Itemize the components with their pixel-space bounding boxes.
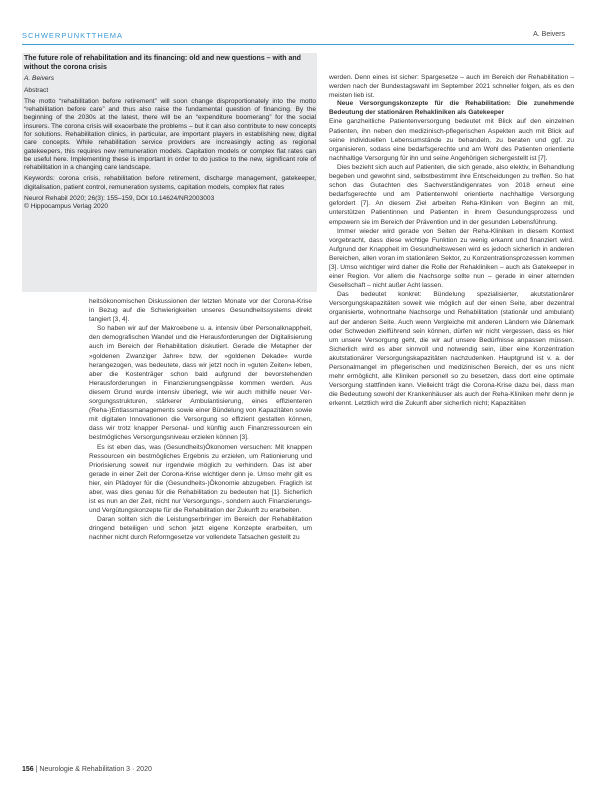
page-footer — [22, 766, 152, 773]
paragraph: Immer wieder wird gerade von Seiten der Reha-Kliniken in diesem Kontext vorgebracht, dass diese wichtige Funktion zu wenig erkannt und finanziert wird. Aufgrund der Knappheit im Gesundheitswesen wird es jedoch sicherlich in anderen Bereichen, allen voran im stationären Sektor, zu Konzentrationsprozessen kommen [3]. Umso wichtiger wird daher die Rolle der Rehakliniken – auch als Gatekeeper in einer Region. Vor allem die Nachsorge sollte nun – gerade in einer alternden Gesellschaft – nicht außer Acht lassen. — [329, 227, 574, 290]
right-column — [329, 73, 574, 408]
paragraph: heitsökonomischen Diskussionen der letzten Monate vor der Corona-Krise in Bezug auf die Schwierigkeiten unseres Gesundheitssystems direkt tangiert [3, 4]. — [89, 298, 312, 324]
journal-name: | Neurologie & Rehabilitation 3 · 2020 — [35, 766, 152, 773]
header-rule — [22, 44, 574, 45]
paragraph: werden. Denn eines ist sicher: Spargesetze – auch im Bereich der Rehabilitation – werden nach der Bundestagswahl im September 2021 schneller folgen, als es den meisten lieb ist. — [329, 74, 574, 100]
paragraph: Dies bezieht sich auch auf Patienten, die sich gerade, also elektiv, in Behandlung begeben und gewohnt sind, selbstbestimmt ihre Entscheidungen zu treffen. So hat schon das Gutachten des Sachverständigenrates von 2018 erneut eine bedarfsgerechte und am Patientenwohl orientierte nachhaltige Versorgung gefordert [7]. An diesem Ziel arbeiten Reha-Kliniken von Beginn an mit, unterstützen Patientinnen und Patienten in ihrem Gesundungsprozess und empowern sie im Bereich der Prävention und in der gesunden Lebensführung. — [329, 163, 574, 226]
paragraph: Es ist eben das, was (Gesundheits)Ökonomen versuchen: Mit knappen Ressourcen ein bestmögliches Ergebnis zu erzielen, um Rationierung und Priorisierung soweit nur irgendwie möglich zu verhindern. Das ist aber gerade in einer Zeit der Corona-Krise wichtiger denn je. Umso mehr gilt es hier, ein Plädoyer für die (Gesundheits-)Ökonomie abzugeben. Fraglich ist aber, was dies genau für die Rehabilitation zu bedeuten hat [1]. Sicherlich ist es nun an der Zeit, nicht nur Versorgungs-, sondern auch Finanzierungs- und Vergütungskonzepte für die Rehabilitation der Zukunft zu erarbeiten. — [89, 443, 312, 515]
abstract-citation: Neurol Rehabil 2020; 26(3): 155–159, DOI 10.14624/NR2003003 — [24, 195, 215, 203]
section-label: SCHWERPUNKTTHEMA — [22, 31, 124, 40]
abstract-content — [24, 55, 316, 212]
abstract-keywords: Keywords: corona crisis, rehabilitation before retirement, discharge management, gatekeeper, digitalisation, patient control, remuneration systems, capitation models, complex flat rates — [24, 175, 316, 191]
abstract-label: Abstract — [24, 87, 49, 95]
running-author: A. Beivers — [533, 31, 565, 38]
abstract-title: The future role of rehabilitation and its financing: old and new questions – with and without the corona crisis — [24, 55, 301, 71]
left-column — [89, 297, 312, 543]
page-number: 156 — [22, 766, 34, 773]
paragraph: Eine ganzheitliche Patientenversorgung bedeutet mit Blick auf den einzelnen Patienten, ihn neben den medizinisch-pflegerischen Aspekten auch mit Blick auf seine individuellen Lebensumstände zu behandeln, zu beraten und ggf. zu organisieren, sodass eine bedarfsgerechte und am Wohl des Patienten orientierte nachhaltige Versorgung für ihn und seine Angehörigen sichergestellt ist [7]. — [329, 118, 574, 162]
abstract-author: A. Beivers — [24, 75, 55, 83]
abstract-text: The motto “rehabilitation before retirement” will soon change disproportionately into the motto “rehabilitation before care” and thus also raise the fundamental question of financing. By the beginning of the 2030s at the latest, there will be an “expenditure boomerang” for the social insurers. The corona crisis will exacerbate the problems – but it can also contribute to new concepts for solutions. Rehabilitation clinics, in particular, are important players in establishing new, digital care concepts. While rehabilitation service providers are increasingly acting as regional gatekeepers, this requires new remuneration models. Capitation models or complex flat rates can be useful here. Implementing these is important in order to do justice to the new, significant role of rehabilitation in a changing care landscape. — [24, 97, 316, 172]
section-heading: Neue Versorgungskonzepte für die Rehabilitation: Die zunehmende Bedeutung der stationären Rehakliniken als Gatekeeper — [329, 100, 574, 116]
paragraph: Das bedeutet konkret: Bündelung spezialisierter, akutstationärer Versorgungskapazitäten soweit wie möglich auf der einen Seite, aber dezentral organisierte, wohnortnahe Nachsorge und Rehabilitation (stationär und ambulant) auf der anderen Seite. Auch wenn Vergleiche mit anderen Ländern wie Dänemark oder Schweden zielführend sein können, dürfen wir nicht vergessen, dass es hier um unsere Versorgung geht, die wir auf unsere Bedürfnisse anpassen müssen. Sicherlich wird es aber sinnvoll und notwendig sein, über eine Konzentration akutstationärer Versorgungskapazitäten nachzudenken. Hauptgrund ist v. a. der Personalmangel im pflegerischen und medizinischen Bereich, der es uns nicht mehr ermöglicht, alle Kliniken personell so zu besetzen, dass dort eine optimale Versorgung stattfinden kann. Vielleicht trägt die Corona-Krise dazu bei, dass man die Bedeutung sowohl der Krankenhäuser als auch der Reha-Kliniken mehr denn je erkennt. Letztlich wird die Zukunft aber sicherlich nicht; Kapazitäten — [329, 291, 574, 408]
abstract-copyright: © Hippocampus Verlag 2020 — [24, 203, 109, 211]
paragraph: So haben wir auf der Makroebene u. a. intensiv über Personalknappheit, den demografischen Wandel und die Herausforderungen der Digitalisierung auch im Bereich der Rehabilitation diskutiert. Gerade die Metapher der »goldenen Zwanziger Jahre« bzw. der »goldenen Dekade« wurde herangezogen, was bedeutete, dass wir jetzt noch in »guten Zeiten« leben, aber die Kostenträger schon bald aufgrund der bevorstehenden Herausforderungen in Finanzierungsengpässe kommen werden. Aus diesem Grund wurde intensiv überlegt, wie wir auch mithilfe neuer Versorgungsstrukturen, stärkerer Ambulantisierung, eines effizienteren (Reha-)Entlassmanagements sowie einer Bündelung von Kapazitäten sowie mit digitalen Innovationen die Versorgung so effizient gestalten können, dass wir trotz knapper Personal- und künftig auch Finanzressourcen ein bestmögliches Versorgungsniveau erzielen können [3]. — [89, 325, 312, 442]
paragraph: Daran sollten sich die Leistungserbringer im Bereich der Rehabilitation dringend beteiligen und schon jetzt eigene Konzepte erarbeiten, um nachher nicht durch Reformgesetze vor vollendete Tatsachen gestellt zu — [89, 516, 312, 542]
